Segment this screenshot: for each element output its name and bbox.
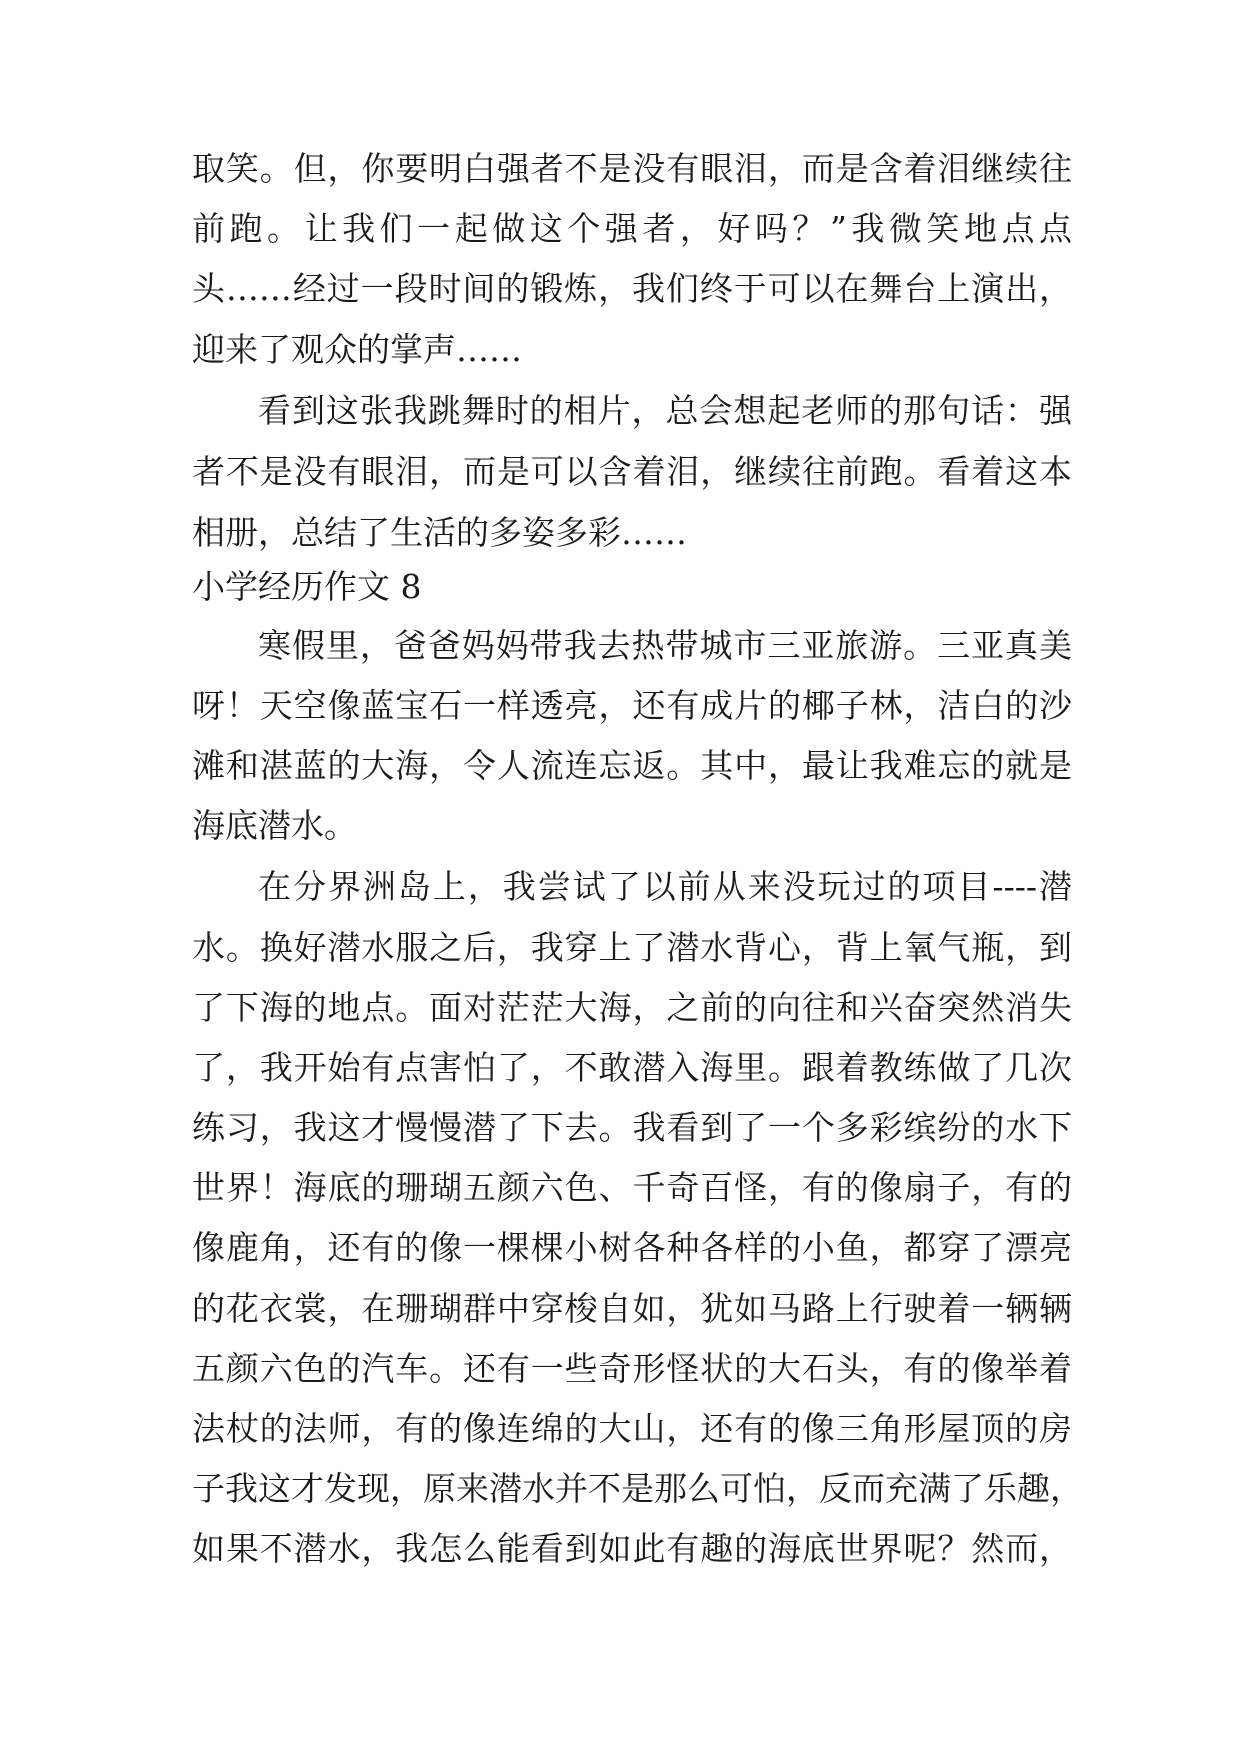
paragraph-first-line: 看到这张我跳舞时的相片，总会想起老师的那句话：强 <box>258 391 1072 430</box>
text-line: 海底潜水。 <box>192 806 357 845</box>
text-line: 五颜六色的汽车。还有一些奇形怪状的大石头，有的像举着 <box>192 1349 1072 1388</box>
paragraph-first-line: 寒假里，爸爸妈妈带我去热带城市三亚旅游。三亚真美 <box>258 626 1072 665</box>
text-line: 了，我开始有点害怕了，不敢潜入海里。跟着教练做了几次 <box>192 1048 1072 1087</box>
text-line: 相册，总结了生活的多姿多彩…… <box>192 513 687 552</box>
section-heading: 小学经历作文 8 <box>192 567 422 606</box>
text-line: 前跑。让我们一起做这个强者，好吗？”我微笑地点点 <box>192 209 1072 248</box>
text-line: 滩和湛蓝的大海，令人流连忘返。其中，最让我难忘的就是 <box>192 746 1072 785</box>
text-line: 了下海的地点。面对茫茫大海，之前的向往和兴奋突然消失 <box>192 988 1072 1027</box>
text-line: 的花衣裳，在珊瑚群中穿梭自如，犹如马路上行驶着一辆辆 <box>192 1289 1072 1328</box>
text-line: 取笑。但，你要明白强者不是没有眼泪，而是含着泪继续往 <box>192 149 1072 188</box>
text-line: 世界！海底的珊瑚五颜六色、千奇百怪，有的像扇子，有的 <box>192 1168 1072 1207</box>
paragraph-first-line: 在分界洲岛上，我尝试了以前从来没玩过的项目----潜 <box>258 867 1072 906</box>
text-line: 法杖的法师，有的像连绵的大山，还有的像三角形屋顶的房 <box>192 1409 1072 1448</box>
text-line: 迎来了观众的掌声…… <box>192 330 522 369</box>
text-line: 者不是没有眼泪，而是可以含着泪，继续往前跑。看着这本 <box>192 452 1072 491</box>
text-line: 水。换好潜水服之后，我穿上了潜水背心，背上氧气瓶，到 <box>192 928 1072 967</box>
text-line: 练习，我这才慢慢潜了下去。我看到了一个多彩缤纷的水下 <box>192 1108 1072 1147</box>
text-line: 头……经过一段时间的锻炼，我们终于可以在舞台上演出， <box>192 269 1072 308</box>
text-line: 像鹿角，还有的像一棵棵小树各种各样的小鱼，都穿了漂亮 <box>192 1228 1072 1267</box>
text-line: 如果不潜水，我怎么能看到如此有趣的海底世界呢？然而， <box>192 1529 1072 1568</box>
text-line: 呀！天空像蓝宝石一样透亮，还有成片的椰子林，洁白的沙 <box>192 686 1072 725</box>
text-line: 子我这才发现，原来潜水并不是那么可怕，反而充满了乐趣， <box>192 1469 1083 1508</box>
